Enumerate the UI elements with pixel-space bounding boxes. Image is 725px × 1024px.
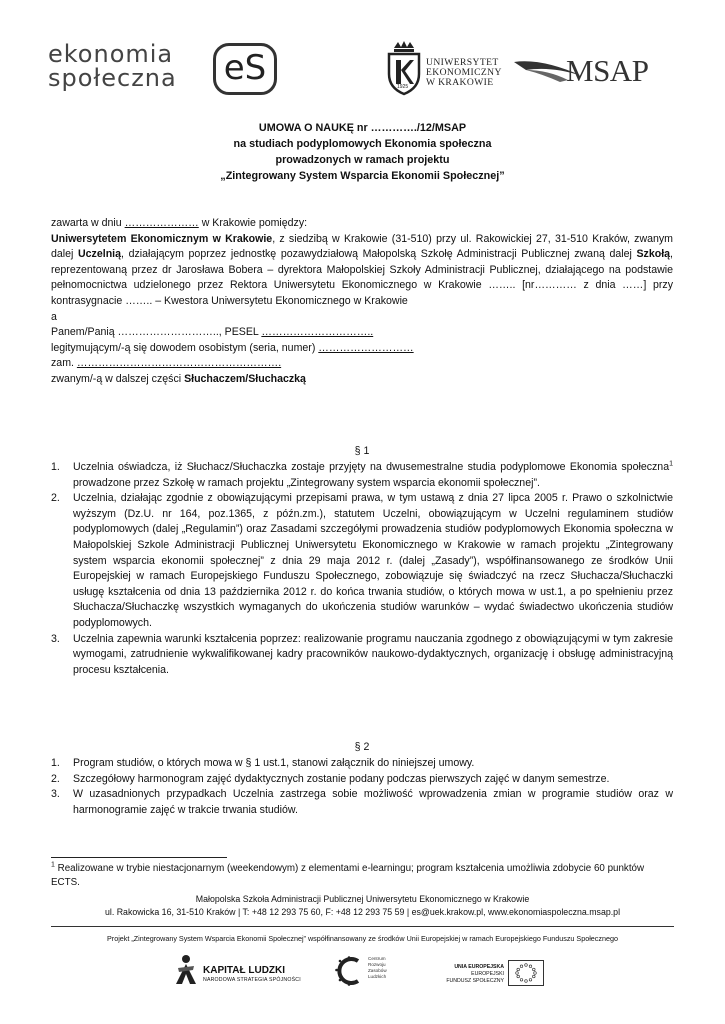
preamble-address: zam. …………………………………………………. <box>51 357 282 370</box>
section-2-list <box>51 756 673 818</box>
id-field: ……………………… <box>318 341 414 354</box>
crzl-logo-icon <box>334 955 364 987</box>
list-item: 1. Program studiów, o których mowa w § 1 ust.1, stanowi załącznik do niniejszej umowy. <box>51 757 475 769</box>
footer-project: Projekt „Zintegrowany System Wsparcia Ekonomii Społecznej” współfinansowany ze środków Unii Europejskiej w ramach Europejskiego Funduszu Społecznego <box>107 934 618 943</box>
list-item: 2. Szczegółowy harmonogram zajęć dydaktycznych zostanie podany podczas pierwszych zajęć w danym semestrze. <box>51 772 610 785</box>
footnote: $^1$ Realizowane w trybie niestacjonarnym (weekendowym) z elementami e-learningu; program kształcenia umożliwia zdobycie 60 punktów ECTS. <box>51 861 645 888</box>
section-2-heading: § 2 <box>354 741 370 753</box>
footer-rule <box>51 926 674 927</box>
pesel-field: ………………………….. <box>261 326 374 339</box>
preamble-person: Panem/Panią ……………………….., PESEL ………………………….. <box>51 326 374 339</box>
contract-subtitle-3: „Zintegrowany System Wsparcia Ekonomii Społecznej” <box>220 170 505 182</box>
footnote-divider <box>51 857 227 858</box>
kapital-ludzki-subtitle: NARODOWA STRATEGIA SPÓJNOŚCI <box>203 977 301 983</box>
uek-name-line1: UNIWERSYTET <box>426 57 499 68</box>
contract-subtitle-1: na studiach podyplomowych Ekonomia społeczna <box>233 138 492 150</box>
date-field: ………………… <box>124 217 199 229</box>
msap-logo-text: MSAP <box>566 53 649 88</box>
list-item: 2. Uczelnia, działając zgodnie z obowiązującymi przepisami prawa, w tym ustawą z dnia 27 lipca 2005 r. Prawo o szkolnictwie wyższym (Dz.U. nr 164, poz.1365, z późn.zm.), statutem Uczelni, obowiązującym w Uczelni regulaminem studiów podyplomowych (dalej „Regulamin”) oraz Zasadami szczegółymi prowadzenia studiów podyplomowych Ekonomia społeczna w Małopolskiej Szkole Administracji Publicznej Uniwersytetu Ekonomicznego w Krakowie w ramach projektu „Zintegrowany system wsparcia ekonomii społecznej” z dnia 29 maja 2012 r. (dalej „Zasady”), współfinansowanego ze środków Unii Europejskiej w ramach Europejskiego Funduszu Społecznego, zobowiązuje się świadczyć na rzecz Słuchacza/Słuchaczki usługę kształcenia od dnia 13 października 2012 r. do końca trwania studiów, o których mowa w ust.1, a po spełnieniu przez Słuchacza/Słuchaczkę wszystkich wymaganych do ukończenia studiów warunków – wydać świadectwo ukończenia studiów podyplomowych. <box>51 492 673 629</box>
footer-institution: Małopolska Szkoła Administracji Publicznej Uniwersytetu Ekonomicznego w Krakowie <box>195 894 530 904</box>
es-logo-line1: ekonomia <box>48 40 174 68</box>
kapital-ludzki-icon <box>174 954 198 988</box>
uek-name-line2: EKONOMICZNY <box>426 67 502 78</box>
list-item: 3. W uzasadnionych przypadkach Uczelnia zastrzega sobie możliwość wprowadzenia zmian w programie studiów oraz w harmonogramie zajęć w trakcie trwania studiów. <box>51 788 673 816</box>
preamble-student: zwanym/-ą w dalszej części Słuchaczem/Słuchaczką <box>51 372 306 385</box>
es-logo-badge: eS <box>213 43 277 95</box>
eu-flag-icon <box>508 960 544 986</box>
preamble-and: a <box>51 310 57 323</box>
list-item: 1. Uczelnia oświadcza, iż Słuchacz/Słuchaczka zostaje przyjęty na dwusemestralne studia podyplomowe Ekonomia społeczna$^1$ prowadzone przez Szkołę w ramach projektu „Zintegrowany system wsparcia ekonomii społecznej”. <box>51 460 673 489</box>
uek-year: 1925 <box>397 84 409 90</box>
section-1-heading: § 1 <box>354 445 370 457</box>
preamble <box>51 216 673 388</box>
crzl-logo-text: Centrum Rozwoju Zasobów Ludzkich <box>368 956 387 979</box>
footer-contact: ul. Rakowicka 16, 31-510 Kraków | T: +48 12 293 75 60, F: +48 12 293 75 59 | es@uek.krakow.pl, www.ekonomiaspoleczna.msap.pl <box>104 907 621 917</box>
contract-title: UMOWA O NAUKĘ nr …………./12/MSAP <box>258 122 467 134</box>
contract-subtitle-2: prowadzonych w ramach projektu <box>275 154 450 166</box>
list-item: 3. Uczelnia zapewnia warunki kształcenia poprzez: realizowanie programu nauczania zgodnego z obowiązującymi w tym zakresie wymogami, zatrudnienie wykwalifikowanej kadry pracowników naukowo-dydaktycznych, organizację i obsługę administracyjną procesu kształcenia. <box>51 632 673 676</box>
preamble-university: Uniwersytetem Ekonomicznym w Krakowie, z siedzibą w Krakowie (31-510) przy ul. Rakowickiej 27, 31-510 Kraków, zwanym dalej Uczelnią, działającym poprzez jednostkę pozawydziałową Małopolską Szkołę Administracji Publicznej zwaną dalej Szkołą, reprezentowaną przez dr Jarosława Bobera – dyrektora Małopolskiej Szkoły Administracji Publicznej, działającego na podstawie pełnomocnictwa udzielonego przez Rektora Uniwersytetu Ekonomicznego w Krakowie …….. [nr………… z dnia ……] przy kontrasygnacie …….. – Kwestora Uniwersytetu Ekonomicznego w Krakowie <box>51 232 673 307</box>
kapital-ludzki-title: KAPITAŁ LUDZKI <box>203 965 286 976</box>
es-logo-line2: społeczna <box>48 64 177 92</box>
address-field: …………………………………………………. <box>76 357 282 370</box>
preamble-id: legitymującym/-ą się dowodem osobistym (seria, numer) ……………………… <box>51 341 414 354</box>
section-1-list <box>51 460 673 678</box>
preamble-date-line: zawarta w dniu ………………… w Krakowie pomiędzy: <box>51 217 308 229</box>
eu-logo-text: UNIA EUROPEJSKA EUROPEJSKI FUNDUSZ SPOŁECZNY <box>446 964 504 984</box>
uek-name-line3: W KRAKOWIE <box>426 77 494 88</box>
